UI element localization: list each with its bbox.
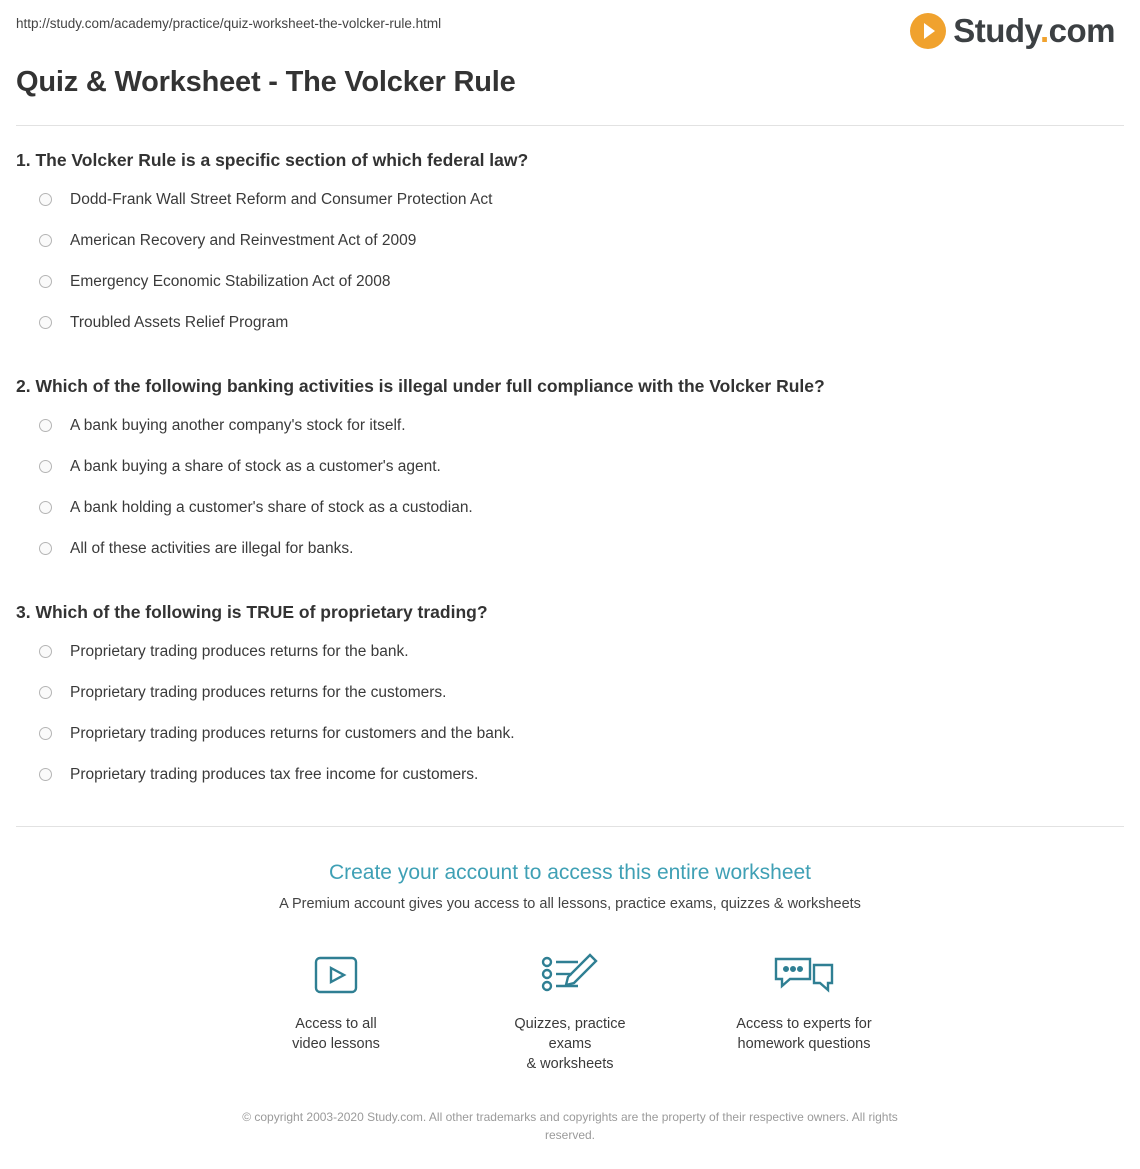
radio-button-icon[interactable] [39, 316, 52, 329]
choices-list [16, 190, 1124, 340]
choice-option[interactable] [16, 416, 1124, 443]
choice-label: Dodd-Frank Wall Street Reform and Consumer Protection Act [70, 191, 493, 208]
radio-button-icon[interactable] [39, 193, 52, 206]
radio-button-icon[interactable] [39, 460, 52, 473]
radio-button-icon[interactable] [39, 419, 52, 432]
question-2 [16, 374, 1124, 566]
radio-button-icon[interactable] [39, 275, 52, 288]
radio-button-icon[interactable] [39, 542, 52, 555]
promo-headline-link[interactable]: Create your account to access this entire worksheet [328, 861, 812, 884]
choice-option[interactable] [16, 190, 1124, 217]
feature-label-line1: Quizzes, practice exams [514, 1016, 626, 1052]
question-text: 3. Which of the following is TRUE of proprietary trading? [16, 602, 488, 622]
play-circle-icon [910, 13, 946, 49]
choice-option[interactable] [16, 724, 1124, 751]
choice-option[interactable] [16, 498, 1124, 525]
choice-option[interactable] [16, 231, 1124, 258]
page-header [16, 0, 1124, 50]
study-com-logo[interactable] [910, 12, 1124, 50]
copyright-text: © copyright 2003-2020 Study.com. All other trademarks and copyrights are the property of their respective owners. All rights reserved. [242, 1110, 898, 1142]
choice-label: Proprietary trading produces returns for the bank. [70, 643, 409, 660]
question-3 [16, 600, 1124, 792]
promo-subhead: A Premium account gives you access to all lessons, practice exams, quizzes & worksheets [279, 896, 861, 912]
question-1 [16, 148, 1124, 340]
feature-label-line2: video lessons [292, 1036, 380, 1052]
choice-label: All of these activities are illegal for banks. [70, 540, 354, 557]
choice-label: A bank holding a customer's share of stock as a custodian. [70, 499, 473, 516]
feature-label-line2: & worksheets [526, 1056, 614, 1072]
choice-option[interactable] [16, 642, 1124, 669]
feature-label-line1: Access to experts for [736, 1016, 872, 1032]
choices-list [16, 642, 1124, 792]
logo-wordmark [953, 12, 1115, 50]
choices-list [16, 416, 1124, 566]
feature-label-line1: Access to all [295, 1016, 377, 1032]
radio-button-icon[interactable] [39, 727, 52, 740]
radio-button-icon[interactable] [39, 501, 52, 514]
choice-label: American Recovery and Reinvestment Act of 2009 [70, 232, 417, 249]
feature-expert-help [729, 946, 879, 1074]
choice-label: Troubled Assets Relief Program [70, 314, 289, 331]
choice-label: Emergency Economic Stabilization Act of 2008 [70, 273, 391, 290]
choice-label: Proprietary trading produces tax free income for customers. [70, 766, 479, 783]
promo-features [16, 946, 1124, 1074]
chat-bubbles-icon [729, 946, 879, 1004]
radio-button-icon[interactable] [39, 686, 52, 699]
choice-label: Proprietary trading produces returns for the customers. [70, 684, 447, 701]
choice-option[interactable] [16, 457, 1124, 484]
logo-text-suffix: com [1048, 12, 1115, 49]
choice-label: Proprietary trading produces returns for customers and the bank. [70, 725, 515, 742]
feature-video-lessons [261, 946, 411, 1074]
choice-option[interactable] [16, 539, 1124, 566]
question-text: 2. Which of the following banking activities is illegal under full compliance with the Volcker Rule? [16, 376, 825, 396]
choice-option[interactable] [16, 765, 1124, 792]
feature-quizzes-worksheets [495, 946, 645, 1074]
radio-button-icon[interactable] [39, 645, 52, 658]
feature-label-line2: homework questions [737, 1036, 871, 1052]
choice-option[interactable] [16, 683, 1124, 710]
premium-promo [16, 826, 1124, 1168]
choice-option[interactable] [16, 313, 1124, 340]
logo-text-main: Study [953, 12, 1040, 49]
questions-list [16, 126, 1124, 792]
radio-button-icon[interactable] [39, 768, 52, 781]
choice-label: A bank buying another company's stock for itself. [70, 417, 406, 434]
choice-option[interactable] [16, 272, 1124, 299]
choice-label: A bank buying a share of stock as a customer's agent. [70, 458, 441, 475]
question-text: 1. The Volcker Rule is a specific section of which federal law? [16, 150, 529, 170]
page-url: http://study.com/academy/practice/quiz-worksheet-the-volcker-rule.html [16, 16, 442, 31]
quiz-checklist-pencil-icon [495, 946, 645, 1004]
video-player-icon [261, 946, 411, 1004]
page-title: Quiz & Worksheet - The Volcker Rule [16, 66, 1124, 126]
radio-button-icon[interactable] [39, 234, 52, 247]
logo-dot: . [1039, 12, 1049, 49]
